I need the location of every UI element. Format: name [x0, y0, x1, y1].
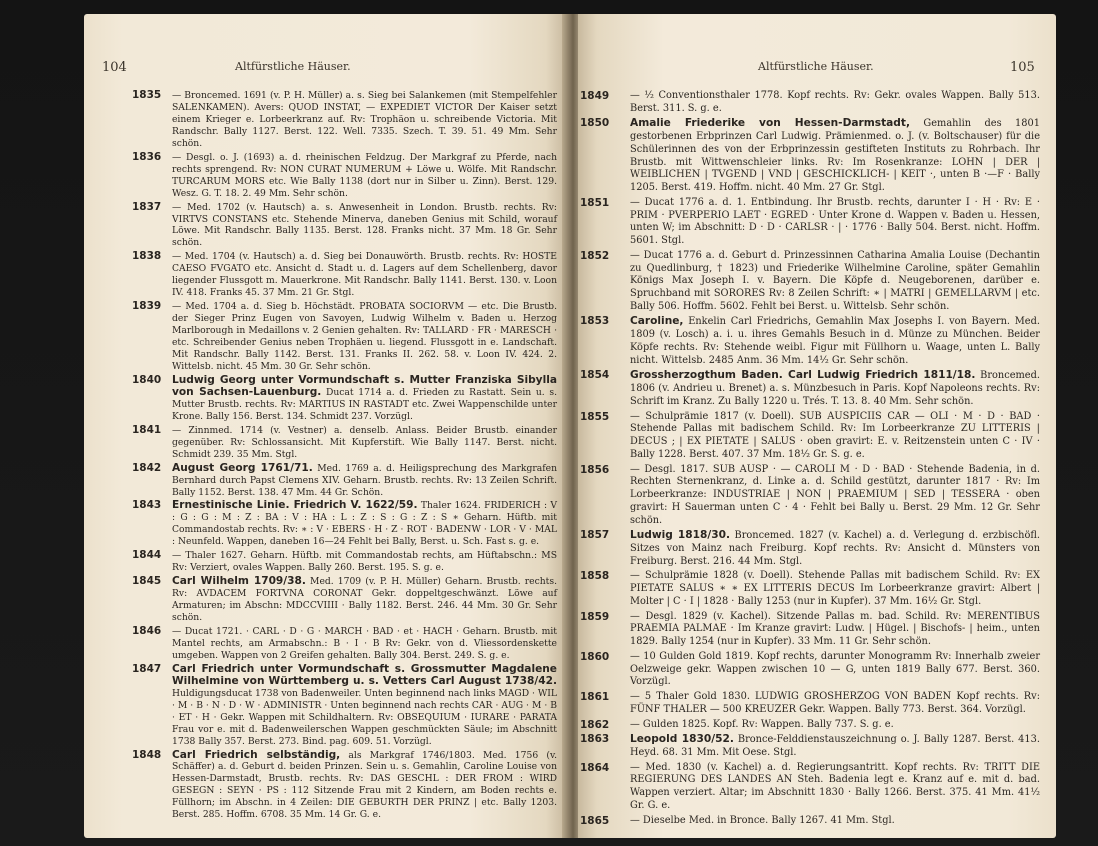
entry-number: 1851 [580, 196, 610, 209]
entry-text: — Desgl. 1817. SUB AUSP · — CAROLI M · D · BAD · Stehende Badenia, in d. Rechten Sternenkranz, d. Linke a. d. Schild gestützt, darunter 1817 · Rv: Im Lorbeerkranze: INDUSTRIAE | NON | PRAEMIUM | SED | TESSERA · oben gravirt: H Sauerman unten C · 4 · Fehlt bei Bally u. Berst. 29 Mm. 12 Gr. Sehr schön. [630, 463, 1040, 526]
entry-number: 1847 [132, 662, 162, 675]
catalog-entry [132, 90, 557, 150]
entry-number: 1859 [580, 610, 610, 623]
entry-heading: Carl Friedrich unter Vormundschaft s. Grossmutter Magdalene Wilhelmine von Württemberg u. s. Vetters Carl August 1738/42. [172, 662, 557, 687]
catalog-entry [580, 691, 1040, 716]
entry-number: 1856 [580, 463, 610, 476]
catalog-entry [132, 301, 557, 373]
entry-text: — Dieselbe Med. in Bronce. Bally 1267. 41 Mm. Stgl. [630, 814, 895, 826]
entry-number: 1852 [580, 249, 610, 262]
entry-text: als Markgraf 1746/1803. Med. 1756 (v. Schäffer) a. d. Geburt d. beiden Prinzen. Sein u. s. Gemahlin, Caroline Louise von Hessen-Darmstadt, Brustb. rechts. Rv: DAS GESCHL : DER FROM : WIRD GESEGN : SEYN · PS : 112 Sitzende Frau mit 2 Kindern, am Boden rechts e. Füllhorn; im Abschn. in 4 Zeilen: DIE GEBURTH DER PRINZ | etc. Bally 1203. Berst. 285. Hoffm. 6708. 35 Mm. 14 Gr. G. e. [172, 749, 557, 821]
entry-text: — Zinnmed. 1714 (v. Vestner) a. denselb. Anlass. Beider Brustb. einander gegenüber. Rv: Schlossansicht. Mit Kupferstift. Wie Bally 1147. Berst. nicht. Schmidt 239. 35 Mm. Stgl. [172, 424, 557, 460]
entry-text: — Schulprämie 1817 (v. Doell). SUB AUSPICIIS CAR — OLI · M · D · BAD · Stehende Pallas mit badischem Schild. Rv: Im Lorbeerkranze ZU LITTERIS | DECUS ; | EX PIETATE | SALUS · oben gravirt: E. v. Reitzenstein unten C · IV · Bally 1228. Berst. 407. 37 Mm. 18⅟₂ Gr. S. g. e. [630, 410, 1040, 460]
entry-number: 1850 [580, 117, 610, 130]
left-page-header [102, 60, 351, 75]
catalog-entry [580, 369, 1040, 408]
entry-text: Gemahlin des 1801 gestorbenen Erbprinzen Carl Ludwig. Prämienmed. o. J. (v. Boltschauser) für die Schülerinnen des von der Erbprinzessin gestifteten Instituts zu Rohrbach. Ihr Brustb. mit Wittwenschleier links. Rv: Im Rosenkranze: LOHN | DER | WEIBLICHEN | TVGEND | VND | GESCHICKLICH- | KEIT ·, unten B ·—F · Bally 1205. Berst. 419. Hoffm. nicht. 40 Mm. 27 Gr. Stgl. [630, 118, 1040, 194]
entry-number: 1835 [132, 89, 162, 101]
entry-number: 1854 [580, 369, 610, 382]
entry-number: 1836 [132, 150, 162, 163]
entry-text: Bronce-Felddienstauszeichnung o. J. Bally 1287. Berst. 413. Heyd. 68. 31 Mm. Mit Oese. Stgl. [630, 734, 1040, 758]
entry-heading: Ludwig 1818/30. [630, 529, 731, 542]
catalog-entry [580, 733, 1040, 759]
right-page [578, 14, 1056, 838]
entry-number: 1860 [580, 650, 610, 663]
entry-number: 1862 [580, 718, 610, 731]
entry-heading: Caroline, [630, 315, 684, 328]
catalog-entry [580, 761, 1040, 813]
entry-number: 1842 [132, 461, 162, 474]
entry-text: — Schulprämie 1828 (v. Doell). Stehende Pallas mit badischem Schild. Rv: EX PIETATE SALUS ∗ ∗ EX LITTERIS DECUS Im Lorbeerkranze gravirt: Albert | Molter | C · I | 1828 · Bally 1253 (nur in Kupfer). 37 Mm. 16⅟₂ Gr. Stgl. [630, 570, 1040, 607]
entry-number: 1861 [580, 691, 610, 704]
entry-text: — Med. 1704 (v. Hautsch) a. d. Sieg bei Donauwörth. Brustb. rechts. Rv: HOSTE CAESO FVGATO etc. Ansicht d. Stadt u. d. Lagers auf dem Schellenberg, davor liegender Flussgott m. Mauerkrone. Mit Randschr. Bally 1141. Berst. 130. v. Loon IV. 418. Franks 45. 37 Mm. 21 Gr. Stgl. [172, 251, 557, 299]
entry-text: — Ducat 1776 a. d. 1. Entbindung. Ihr Brustb. rechts, darunter I · H · Rv: E · PRIM · PVERPERIO LAET · EGRED · Unter Krone d. Wappen v. Baden u. Hessen, unten W; im Abschnitt: D · D · CARLSR · | · 1776 · Bally 504. Berst. nicht. Hoffm. 5601. Stgl. [630, 196, 1040, 247]
entry-heading: Amalie Friederike von Hessen-Darmstadt, [630, 117, 910, 130]
entry-number: 1843 [132, 499, 162, 512]
entry-heading: August Georg 1761/71. [172, 461, 313, 474]
catalog-entry [580, 410, 1040, 462]
entry-text: Broncemed. 1827 (v. Kachel) a. d. Verlegung d. erzbischöfl. Sitzes von Mainz nach Freiburg. Kopf rechts. Rv: Ansicht d. Münsters von Freiburg. Berst. 216. 44 Mm. Stgl. [630, 530, 1040, 567]
entry-text: Thaler 1624. FRIDERICH : V : G : G : M : Z : BA : V : HA : L : Z : S : G : Z : S ∗ Geharn. Hüftb. mit Commandostab rechts. Rv: ∗ : V · EBERS · H · Z · ROT · BADENW · LOR · V · MAL : Neunfeld. Wappen, daneben 16—24 Fehlt bei Bally, Berst. u. Sch. Fast s. g. e. [172, 500, 557, 548]
entry-text: — Gulden 1825. Kopf. Rv: Wappen. Bally 737. S. g. e. [630, 718, 894, 730]
entry-text: Med. 1769 a. d. Heiligsprechung des Markgrafen Bernhard durch Papst Clemens XIV. Geharn. Brustb. rechts. Rv: 13 Zeilen Schrift. Bally 1152. Berst. 138. 47 Mm. 44 Gr. Schön. [172, 462, 558, 498]
entry-number: 1841 [132, 423, 162, 436]
entry-text: — Desgl. o. J. (1693) a. d. rheinischen Feldzug. Der Markgraf zu Pferde, nach rechts sprengend. Rv: NON CURAT NUMERUM + Löwe u. Wölfe. Mit Randschr. TURCARUM MORS etc. Wie Bally 1138 (dort nur in Silber u. Zinn). Berst. 129. Wesz. G. T. 18. 2. 49 Mm. Sehr schön. [172, 151, 557, 199]
catalog-entries [132, 90, 557, 823]
page-number: 104 [102, 60, 127, 75]
entry-number: 1846 [132, 624, 162, 637]
entry-number: 1864 [580, 761, 610, 774]
catalog-entry [580, 90, 1040, 115]
entry-number: 1857 [580, 529, 610, 542]
catalog-entry [580, 315, 1040, 367]
entry-number: 1838 [132, 250, 162, 263]
entry-number: 1858 [580, 570, 610, 583]
entry-heading: Carl Wilhelm 1709/38. [172, 575, 306, 588]
entry-number: 1849 [580, 90, 610, 102]
entry-heading: Grossherzogthum Baden. Carl Ludwig Friedrich 1811/18. [630, 369, 976, 382]
catalog-entry [132, 664, 557, 748]
catalog-entry [580, 463, 1040, 528]
entry-heading: Ludwig Georg unter Vormundschaft s. Mutter Franziska Sibylla von Sachsen-Lauenburg. [172, 373, 557, 398]
entry-text: — 10 Gulden Gold 1819. Kopf rechts, darunter Monogramm Rv: Innerhalb zweier Oelzweige gekr. Wappen zwischen 10 — G, unten 1819 Bally 677. Berst. 360. Vorzügl. [630, 650, 1040, 688]
entry-number: 1839 [132, 300, 162, 313]
left-page [84, 14, 565, 838]
catalog-entry [132, 375, 557, 423]
entry-number: 1848 [132, 748, 162, 761]
entry-number: 1844 [132, 549, 162, 562]
entry-text: — Broncemed. 1691 (v. P. H. Müller) a. s. Sieg bei Salankemen (mit Stempelfehler SALENKAMEN). Avers: QUOD INSTAT, — EXPEDIET VICTOR Der Kaiser setzt einem Krieger e. Lorbeerkranz auf. Rv: Trophäon u. schreibende Victoria. Mit Randschr. Bally 1127. Berst. 122. Well. 7335. Szech. T. 39. 51. 49 Mm. Sehr schön. [172, 90, 557, 149]
catalog-entry [580, 610, 1040, 649]
catalog-entry [132, 550, 557, 574]
entry-number: 1855 [580, 410, 610, 423]
entry-heading: Carl Friedrich selbständig, [172, 748, 341, 761]
catalog-entry [580, 650, 1040, 689]
entry-heading: Ernestinische Linie. Friedrich V. 1622/59. [172, 499, 418, 512]
catalog-entry [580, 117, 1040, 194]
catalog-entry [132, 500, 557, 548]
entry-text: — Ducat 1721. · CARL · D · G · MARCH · BAD · et · HACH · Geharn. Brustb. mit Mantel rechts, am Armabschn.: B · I · B Rv: Gekr. von d. Vliessordenskette umgeben. Wappen von 2 Greifen gehalten. Bally 304. Berst. 249. S. g. e. [172, 625, 557, 661]
entry-text: — Thaler 1627. Geharn. Hüftb. mit Commandostab rechts, am Hüftabschn.: MS Rv: Verziert, ovales Wappen. Bally 260. Berst. 195. S. g. e. [172, 550, 557, 574]
entry-text: — Med. 1830 (v. Kachel) a. d. Regierungsantritt. Kopf rechts. Rv: TRITT DIE REGIERUNG DES LANDES AN Steh. Badenia legt e. Kranz auf e. mit d. bad. Wappen verziert. Altar; im Abschnitt 1830 · Bally 1266. Berst. 375. 41 Mm. 41⅟₂ Gr. G. e. [630, 761, 1040, 811]
entry-text: Med. 1709 (v. P. H. Müller) Geharn. Brustb. rechts. Rv: AVDACEM FORTVNA CORONAT Gekr. doppeltgeschwänzt. Löwe auf Armaturen; im Abschn: MDCCVIIII · Bally 1182. Berst. 246. 44 Mm. 30 Gr. Sehr schön. [172, 576, 558, 624]
entry-text: — Med. 1702 (v. Hautsch) a. s. Anwesenheit in London. Brustb. rechts. Rv: VIRTVS CONSTANS etc. Stehende Minerva, daneben Genius mit Schild, worauf Löwe. Mit Randschr. Bally 1135. Berst. 128. Franks nicht. 37 Mm. 18 Gr. Sehr schön. [172, 201, 557, 249]
entry-text: — Desgl. 1829 (v. Kachel). Sitzende Pallas m. bad. Schild. Rv: MERENTIBUS PRAEMIA PALMAE · Im Kranze gravirt: Ludw. | Hügel. | Bischofs- | heim., unten 1829. Bally 1254 (nur in Kupfer). 33 Mm. 11 Gr. Sehr schön. [630, 610, 1040, 648]
entry-text: Broncemed. 1806 (v. Andrieu u. Brenet) a. s. Münzbesuch in Paris. Kopf Napoleons rechts. Rv: Schrift im Kranz. Zu Bally 1220 u. Trés. T. 13. 8. 40 Mm. Sehr schön. [630, 370, 1040, 407]
page-number: 105 [1010, 60, 1035, 75]
entry-number: 1863 [580, 733, 610, 746]
catalog-entry [580, 570, 1040, 608]
entry-number: 1865 [580, 814, 610, 827]
entry-heading: Leopold 1830/52. [630, 733, 734, 746]
entry-text: Ducat 1714 a. d. Frieden zu Rastatt. Sein u. s. Mutter Brustb. rechts. Rv: MARTIUS IN RASTADT etc. Zwei Wappenschilde unter Krone. Bally 156. Berst. 134. Schmidt 237. Vorzügl. [172, 386, 557, 422]
catalog-entry [132, 750, 557, 822]
catalog-entry [580, 249, 1040, 314]
catalog-entry [580, 196, 1040, 248]
entry-text: — ⅟₂ Conventionsthaler 1778. Kopf rechts. Rv: Gekr. ovales Wappen. Bally 513. Berst. 311. S. g. e. [630, 90, 1040, 114]
catalog-entry [580, 718, 1040, 732]
entry-number: 1853 [580, 315, 610, 328]
catalog-entry [132, 576, 557, 624]
running-title: Altfürstliche Häuser. [235, 60, 351, 73]
catalog-entry [132, 251, 557, 299]
catalog-entries [580, 90, 1040, 829]
catalog-entry [132, 152, 557, 200]
entry-text: — Med. 1704 a. d. Sieg b. Höchstädt. PROBATA SOCIORVM — etc. Die Brustb. der Sieger Prinz Eugen von Savoyen, Ludwig Wilhelm v. Baden u. Herzog Marlborough in Medaillons v. 2 Genien gehalten. Rv: TALLARD · FR · MARESCH · etc. Schreibender Genius neben Trophäen u. liegend. Flussgott in e. Landschaft. Mit Randschr. Bally 1142. Berst. 131. Franks II. 262. 58. v. Loon IV. 424. 2. Wittelsb. nicht. 45 Mm. 30 Gr. Sehr schön. [172, 301, 557, 372]
entry-number: 1845 [132, 575, 162, 588]
entry-number: 1837 [132, 200, 162, 213]
entry-text: Huldigungsducat 1738 von Badenweiler. Unten beginnend nach links MAGD · WIL · M · B · N · D · W · ADMINISTR · Unten beginnend nach rechts CAR · AUG · M · B · ET · H · Gekr. Wappen mit Schildhaltern. Rv: OBSEQUIUM · IURARE · PARATA Frau vor e. mit d. Badenweilerschen Wappen geschmückten Säule; im Abschnitt 1738 Bally 357. Berst. 273. Bind. pag. 609. 51. Vorzügl. [172, 687, 558, 747]
catalog-entry [580, 529, 1040, 568]
catalog-entry [132, 626, 557, 662]
entry-text: — Ducat 1776 a. d. Geburt d. Prinzessinnen Catharina Amalia Louise (Dechantin zu Quedlinburg, † 1823) und Friederike Wilhelmine Caroline, später Gemahlin Königs Max Joseph I. v. Bayern. Die Köpfe d. Neugeborenen, darüber e. Spruchband mit SORORES Rv: 8 Zeilen Schrift: ∗ | MATRI | GEMELLARVM | etc. Bally 506. Hoffm. 5602. Fehlt bei Berst. u. Wittelsb. Sehr schön. [630, 249, 1040, 312]
running-title: Altfürstliche Häuser. [758, 60, 874, 73]
entry-number: 1840 [132, 373, 162, 386]
entry-text: Enkelin Carl Friedrichs, Gemahlin Max Josephs I. von Bayern. Med. 1809 (v. Losch) a. i. u. ihres Gemahls Besuch in d. Münze zu München. Beider Köpfe rechts. Rv: Stehende weibl. Figur mit Füllhorn u. Waage, unten L. Bally nicht. Wittelsb. 2485 Anm. 36 Mm. 14⅟₂ Gr. Sehr schön. [630, 316, 1040, 366]
catalog-entry [132, 463, 557, 499]
catalog-entry [132, 425, 557, 461]
catalog-entry [132, 202, 557, 250]
entry-text: — 5 Thaler Gold 1830. LUDWIG GROSHERZOG VON BADEN Kopf rechts. Rv: FÜNF THALER — 500 KREUZER Gekr. Wappen. Bally 773. Berst. 364. Vorzügl. [630, 691, 1040, 715]
catalog-entry [580, 814, 1040, 828]
